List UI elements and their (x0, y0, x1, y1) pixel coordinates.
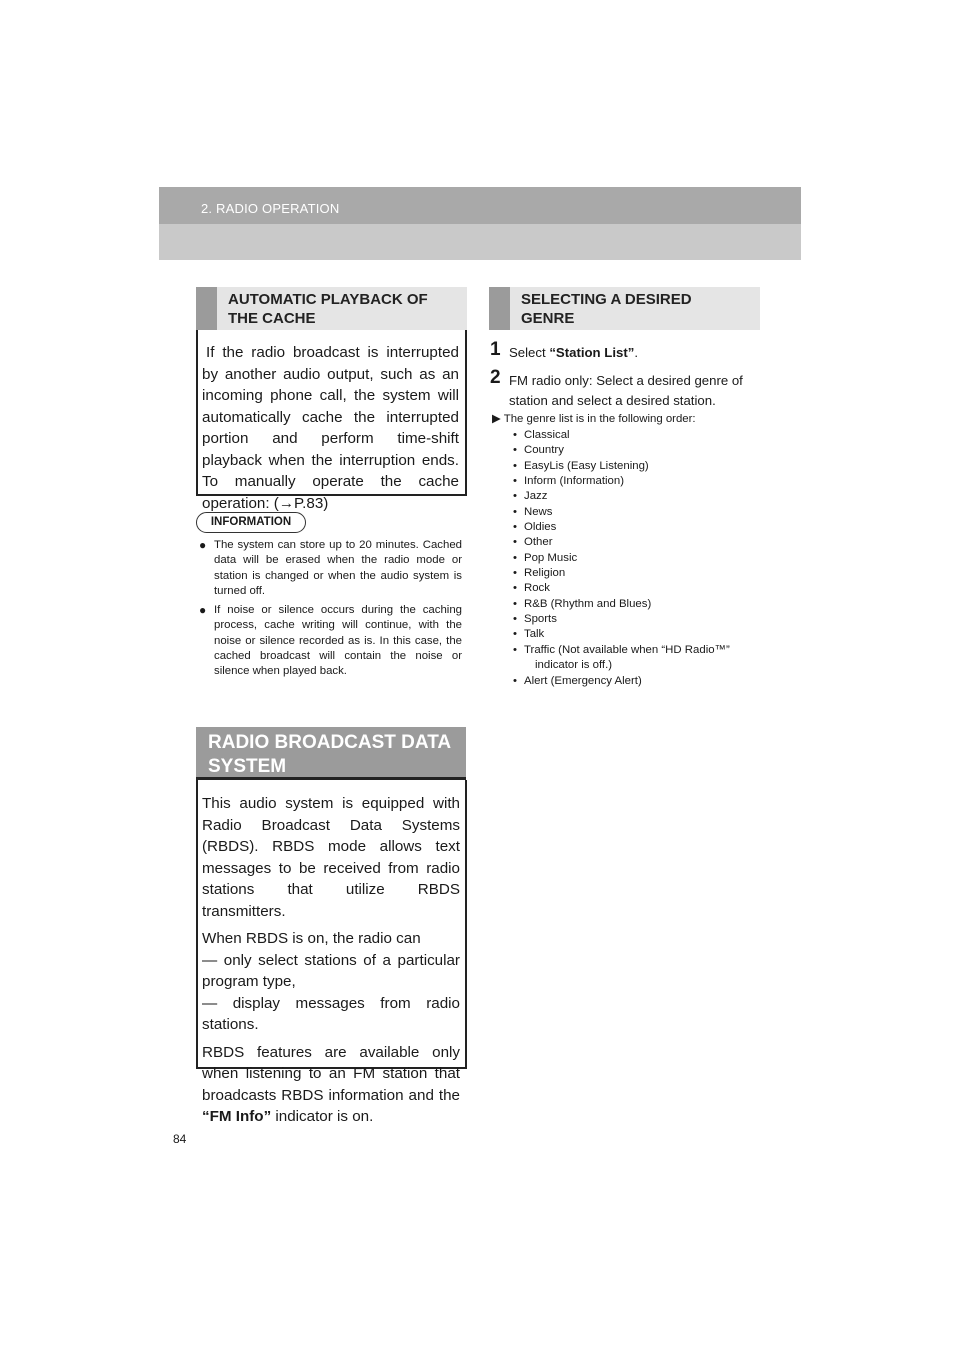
fm-info-label: “FM Info” (202, 1108, 272, 1125)
rbds-description-box (196, 780, 467, 1125)
information-item (199, 538, 462, 599)
genre-item: • Rock (513, 581, 730, 596)
bullet-icon: ● (199, 603, 207, 618)
rbds-paragraph (202, 1042, 460, 1128)
genre-item: • Oldies (513, 520, 730, 535)
bullet-icon: ● (199, 538, 207, 552)
information-item (199, 603, 462, 679)
rbds-paragraph-text: RBDS features are available only when listening to an FM station that broadcasts RBDS information and the (202, 1043, 460, 1104)
rbds-paragraph-text: indicator is on. (271, 1108, 374, 1125)
step-2 (490, 367, 761, 411)
genre-section-heading (489, 287, 760, 330)
step-text: FM radio only: Select a desired genre of station and select a desired station. (509, 373, 743, 408)
station-list-label: “Station List” (549, 345, 635, 360)
genre-item-text: indicator is off.) (535, 659, 613, 672)
information-list (199, 538, 462, 684)
section-title: 2. RADIO OPERATION (201, 201, 340, 216)
rbds-heading-text: RADIO BROADCAST DATA SYSTEM (208, 732, 451, 777)
triangle-bullet-icon: ▶ (492, 413, 501, 425)
rbds-capability: — only select stations of a particular program type, (202, 951, 460, 990)
genre-item: • R&B (Rhythm and Blues) (513, 597, 730, 612)
genre-item-traffic (513, 643, 730, 674)
step-number: 2 (490, 367, 501, 388)
genre-item: • Talk (513, 627, 730, 642)
rbds-capability: — display messages from radio stations. (202, 994, 460, 1033)
genre-item: • Classical (513, 428, 730, 443)
genre-item: • Sports (513, 612, 730, 627)
cache-description: If the radio broadcast is interrupted by another audio output, such as an incoming phone call, the system will automatically cache the interrupted portion and perform time-shift playback when the interruption ends. To manually operate the cache operation: (→P.83) (202, 344, 459, 512)
heading-tab-marker (196, 287, 217, 330)
step-text: Select (509, 345, 550, 360)
information-item-text: If noise or silence occurs during the caching process, cache writing will continue, with the noise or silence recorded as is. In this case, the cached broadcast will contain the noise or silence when played back. (214, 604, 462, 678)
genre-item-text: • Traffic (Not available when “HD Radio™” (524, 643, 730, 656)
rbds-section-heading (196, 727, 466, 777)
page-number: 84 (173, 1132, 187, 1146)
genre-intro-text: The genre list is in the following order: (503, 413, 696, 425)
genre-item: • EasyLis (Easy Listening) (513, 459, 730, 474)
cache-heading-text: AUTOMATIC PLAYBACK OF THE CACHE (228, 291, 428, 327)
step-1 (490, 339, 761, 363)
genre-list-intro (492, 412, 696, 427)
information-badge: INFORMATION (196, 512, 306, 533)
step-text: . (634, 345, 638, 360)
genre-item: • Jazz (513, 489, 730, 504)
genre-item: • Alert (Emergency Alert) (513, 674, 730, 689)
genre-item: • Other (513, 535, 730, 550)
page-header-band (159, 187, 801, 260)
step-number: 1 (490, 339, 501, 360)
cache-section-heading (196, 287, 467, 330)
rbds-paragraph-intro: When RBDS is on, the radio can (202, 930, 421, 947)
genre-item: • Religion (513, 566, 730, 581)
genre-item: • Country (513, 443, 730, 458)
information-item-text: The system can store up to 20 minutes. Cached data will be erased when the radio mode or station is changed or when the audio system is turned off. (214, 539, 462, 597)
genre-item: • Inform (Information) (513, 474, 730, 489)
genre-item: • Pop Music (513, 551, 730, 566)
genre-item: • News (513, 505, 730, 520)
heading-tab-marker (489, 287, 510, 330)
genre-list (513, 428, 730, 689)
genre-heading-text: SELECTING A DESIRED GENRE (521, 291, 692, 327)
rbds-paragraph: This audio system is equipped with Radio Broadcast Data Systems (RBDS). RBDS mode allows text messages to be received from radio stations that utilize RBDS transmitters. (202, 795, 460, 920)
cache-description-box (196, 330, 467, 512)
